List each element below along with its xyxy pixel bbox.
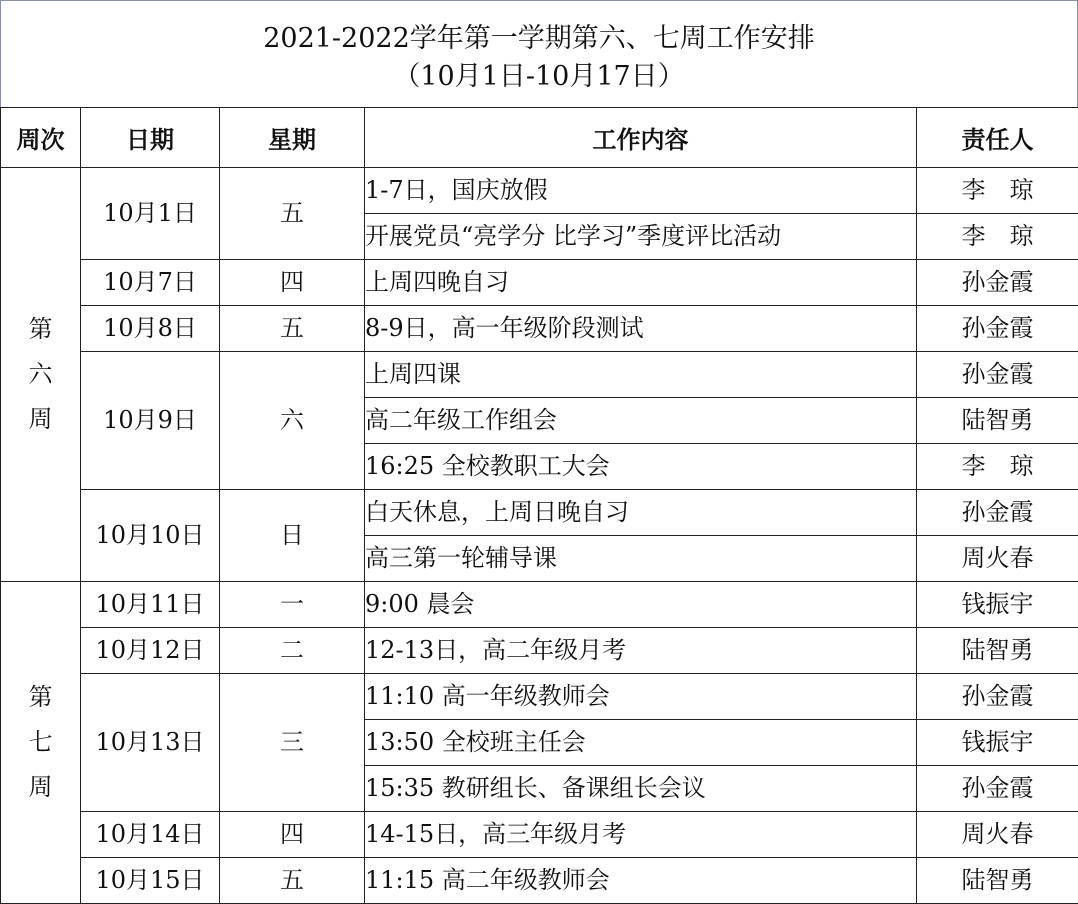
date-cell: 10月12日 — [81, 628, 220, 674]
person-cell: 孙金霞 — [917, 490, 1078, 536]
weekday-cell: 五 — [220, 306, 365, 352]
table-row — [1, 168, 1078, 214]
weekday-cell: 日 — [220, 490, 365, 582]
date-cell: 10月11日 — [81, 582, 220, 628]
table-row — [1, 858, 1078, 904]
person-cell: 陆智勇 — [917, 398, 1078, 444]
weekday-cell: 二 — [220, 628, 365, 674]
week-label-char: 第 — [1, 307, 80, 352]
person-cell: 李 琼 — [917, 214, 1078, 260]
date-cell: 10月8日 — [81, 306, 220, 352]
person-cell: 孙金霞 — [917, 766, 1078, 812]
date-cell: 10月14日 — [81, 812, 220, 858]
content-cell: 高二年级工作组会 — [365, 398, 917, 444]
person-cell: 陆智勇 — [917, 628, 1078, 674]
week-cell-7 — [1, 582, 81, 904]
person-cell: 孙金霞 — [917, 352, 1078, 398]
person-cell: 周火春 — [917, 812, 1078, 858]
week-cell-6 — [1, 168, 81, 582]
weekday-cell: 五 — [220, 858, 365, 904]
document-date-range: （10月1日-10月17日） — [1, 61, 1077, 93]
person-cell: 钱振宇 — [917, 582, 1078, 628]
week-label-char: 周 — [1, 397, 80, 442]
schedule-table — [0, 107, 1078, 904]
weekday-cell: 一 — [220, 582, 365, 628]
week-label-char: 周 — [1, 765, 80, 810]
header-weekday: 星期 — [220, 108, 365, 168]
document-title: 2021-2022学年第一学期第六、七周工作安排 — [1, 23, 1077, 55]
weekday-cell: 五 — [220, 168, 365, 260]
content-cell: 白天休息，上周日晚自习 — [365, 490, 917, 536]
content-cell: 13:50 全校班主任会 — [365, 720, 917, 766]
content-cell: 12-13日，高二年级月考 — [365, 628, 917, 674]
weekday-cell: 四 — [220, 812, 365, 858]
header-date: 日期 — [81, 108, 220, 168]
date-cell: 10月15日 — [81, 858, 220, 904]
table-row — [1, 306, 1078, 352]
person-cell: 李 琼 — [917, 444, 1078, 490]
content-cell: 14-15日，高三年级月考 — [365, 812, 917, 858]
content-cell: 15:35 教研组长、备课组长会议 — [365, 766, 917, 812]
date-cell: 10月9日 — [81, 352, 220, 490]
content-cell: 高三第一轮辅导课 — [365, 536, 917, 582]
person-cell: 周火春 — [917, 536, 1078, 582]
content-cell: 8-9日，高一年级阶段测试 — [365, 306, 917, 352]
content-cell: 9:00 晨会 — [365, 582, 917, 628]
date-cell: 10月1日 — [81, 168, 220, 260]
week-label-char: 六 — [1, 352, 80, 397]
header-row — [1, 108, 1078, 168]
table-row — [1, 628, 1078, 674]
content-cell: 上周四课 — [365, 352, 917, 398]
week-label-char: 七 — [1, 720, 80, 765]
content-cell: 上周四晚自习 — [365, 260, 917, 306]
weekday-cell: 四 — [220, 260, 365, 306]
person-cell: 孙金霞 — [917, 674, 1078, 720]
weekday-cell: 三 — [220, 674, 365, 812]
week-label-char: 第 — [1, 675, 80, 720]
table-row — [1, 812, 1078, 858]
header-person: 责任人 — [917, 108, 1078, 168]
content-cell: 16:25 全校教职工大会 — [365, 444, 917, 490]
table-row — [1, 582, 1078, 628]
date-cell: 10月13日 — [81, 674, 220, 812]
content-cell: 开展党员“亮学分 比学习”季度评比活动 — [365, 214, 917, 260]
content-cell: 11:15 高二年级教师会 — [365, 858, 917, 904]
table-row — [1, 674, 1078, 720]
date-cell: 10月10日 — [81, 490, 220, 582]
weekday-cell: 六 — [220, 352, 365, 490]
date-cell: 10月7日 — [81, 260, 220, 306]
header-content: 工作内容 — [365, 108, 917, 168]
person-cell: 李 琼 — [917, 168, 1078, 214]
table-row — [1, 260, 1078, 306]
person-cell: 陆智勇 — [917, 858, 1078, 904]
table-row — [1, 490, 1078, 536]
person-cell: 孙金霞 — [917, 260, 1078, 306]
person-cell: 孙金霞 — [917, 306, 1078, 352]
title-block — [0, 0, 1078, 107]
table-row — [1, 352, 1078, 398]
content-cell: 11:10 高一年级教师会 — [365, 674, 917, 720]
content-cell: 1-7日，国庆放假 — [365, 168, 917, 214]
header-week: 周次 — [1, 108, 81, 168]
person-cell: 钱振宇 — [917, 720, 1078, 766]
